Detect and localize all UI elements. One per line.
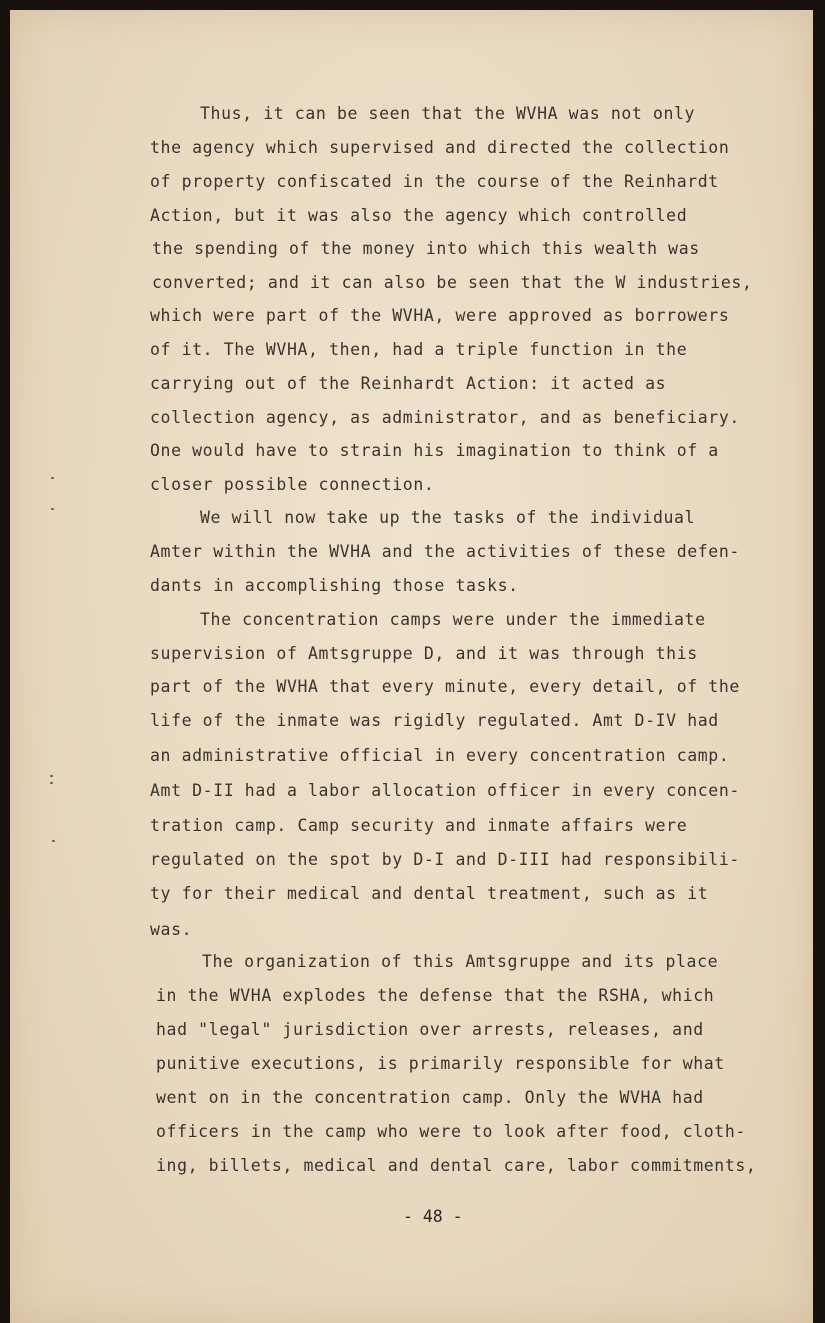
text-line: The concentration camps were under the immediate bbox=[200, 610, 706, 629]
text-line: converted; and it can also be seen that the W industries, bbox=[152, 273, 753, 292]
text-line: Amter within the WVHA and the activities of these defen- bbox=[150, 542, 740, 561]
text-line: life of the inmate was rigidly regulated. Amt D-IV had bbox=[150, 711, 719, 730]
text-line: closer possible connection. bbox=[150, 475, 435, 494]
text-line: dants in accomplishing those tasks. bbox=[150, 576, 519, 595]
text-line: Thus, it can be seen that the WVHA was not only bbox=[200, 104, 696, 123]
text-line: carrying out of the Reinhardt Action: it acted as bbox=[150, 374, 667, 393]
text-line: tration camp. Camp security and inmate affairs were bbox=[150, 816, 688, 835]
document-page bbox=[10, 10, 813, 1323]
page-number: - 48 - bbox=[403, 1207, 463, 1226]
text-line: The organization of this Amtsgruppe and its place bbox=[202, 952, 719, 971]
margin-mark bbox=[50, 782, 53, 784]
text-line: which were part of the WVHA, were approved as borrowers bbox=[150, 306, 730, 325]
text-line: punitive executions, is primarily responsible for what bbox=[156, 1054, 725, 1073]
text-line: the agency which supervised and directed the collection bbox=[150, 138, 730, 157]
text-line: of it. The WVHA, then, had a triple function in the bbox=[150, 340, 688, 359]
text-line: One would have to strain his imagination to think of a bbox=[150, 441, 719, 460]
text-line: We will now take up the tasks of the individual bbox=[200, 508, 696, 527]
text-line: the spending of the money into which this wealth was bbox=[152, 239, 700, 258]
margin-mark bbox=[50, 775, 53, 777]
margin-mark bbox=[51, 477, 54, 479]
text-line: had "legal" jurisdiction over arrests, releases, and bbox=[156, 1020, 704, 1039]
margin-mark bbox=[52, 840, 55, 842]
text-line: Amt D-II had a labor allocation officer in every concen- bbox=[150, 781, 740, 800]
text-line: supervision of Amtsgruppe D, and it was through this bbox=[150, 644, 698, 663]
text-line: an administrative official in every concentration camp. bbox=[150, 746, 730, 765]
text-line: part of the WVHA that every minute, every detail, of the bbox=[150, 677, 740, 696]
text-line: regulated on the spot by D-I and D-III had responsibili- bbox=[150, 850, 740, 869]
text-line: Action, but it was also the agency which controlled bbox=[150, 206, 688, 225]
text-line: of property confiscated in the course of the Reinhardt bbox=[150, 172, 719, 191]
text-line: in the WVHA explodes the defense that the RSHA, which bbox=[156, 986, 715, 1005]
text-line: ing, billets, medical and dental care, labor commitments, bbox=[156, 1156, 757, 1175]
text-line: officers in the camp who were to look after food, cloth- bbox=[156, 1122, 746, 1141]
text-line: ty for their medical and dental treatment, such as it bbox=[150, 884, 709, 903]
text-line: went on in the concentration camp. Only the WVHA had bbox=[156, 1088, 704, 1107]
text-line: collection agency, as administrator, and as beneficiary. bbox=[150, 408, 740, 427]
text-line: was. bbox=[150, 920, 193, 939]
margin-mark bbox=[51, 508, 54, 510]
